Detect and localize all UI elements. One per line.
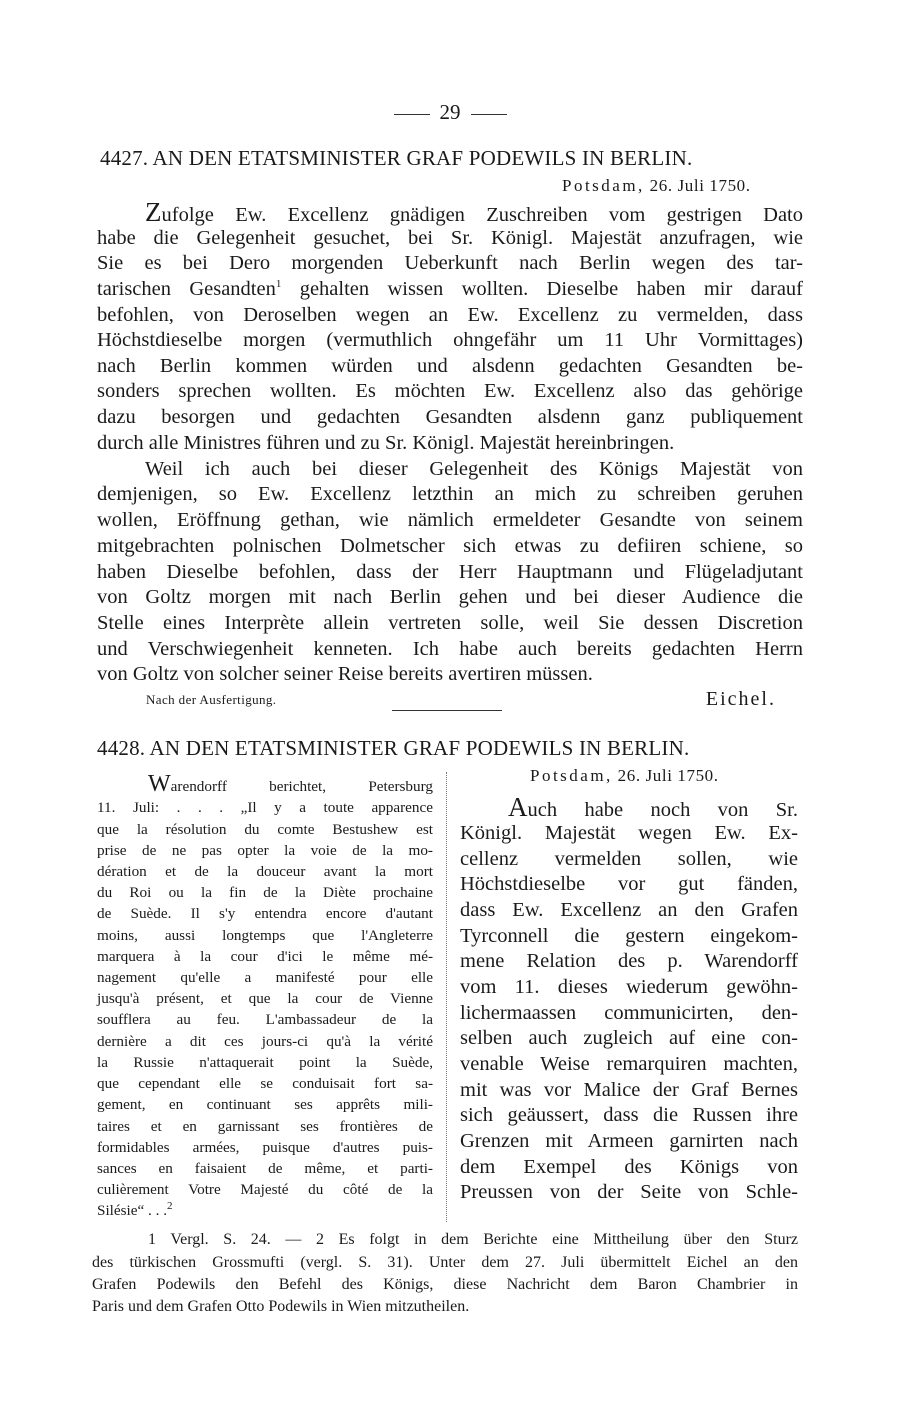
- line-text: tarischen Gesandten: [97, 278, 276, 300]
- line-text: arendorff berichtet, Petersburg: [170, 778, 433, 795]
- footnote-line-3: Grafen Podewils den Befehl des Königs, diese Nachricht dem Baron Chambrier in: [92, 1276, 798, 1293]
- column-separator: [446, 772, 447, 1222]
- page-number-text: 29: [439, 100, 461, 124]
- letter-4428-heading: 4428. AN DEN ETATSMINISTER GRAF PODEWILS IN BERLIN.: [97, 736, 690, 760]
- letter-4427-line-8: sonders sprechen wollten. Es möchten Ew. Excellenz also das gehörige: [97, 380, 803, 402]
- line-text: gehalten wissen wollten. Dieselbe haben mir darauf: [281, 278, 803, 300]
- drop-letter: W: [148, 771, 171, 797]
- excerpt-line-12: soufflera au feu. L'ambassadeur de la: [97, 1011, 433, 1028]
- body-line-10: selben auch zugleich auf eine con-: [460, 1027, 798, 1049]
- body-line-7: mene Relation des p. Warendorff: [460, 950, 798, 972]
- drop-letter: A: [508, 792, 528, 822]
- body-line-16: Preussen von der Seite von Schle-: [460, 1181, 798, 1203]
- excerpt-line-17: taires et en garnissant ses frontières de: [97, 1118, 433, 1135]
- letter-4428-date: 26. Juli 1750.: [617, 766, 719, 785]
- letter-4427-line-11: Weil ich auch bei dieser Gelegenheit des Königs Majestät von: [145, 458, 803, 480]
- body-line-2: Königl. Majestät wegen Ew. Ex-: [460, 822, 798, 844]
- letter-4427-line-12: demjenigen, so Ew. Excellenz letzthin an mich zu schreiben geruhen: [97, 483, 803, 505]
- letter-4427-date: 26. Juli 1750.: [649, 176, 751, 195]
- body-line-14: Grenzen mit Armeen garnirten nach: [460, 1130, 798, 1152]
- body-line-5: dass Ew. Excellenz an den Grafen: [460, 899, 798, 921]
- body-line-1: [508, 794, 798, 820]
- footnote-mark: 1: [275, 278, 282, 291]
- excerpt-line-20: culièrement Votre Majesté du côté de la: [97, 1181, 433, 1198]
- body-line-9: lichermaassen communicirten, den-: [460, 1002, 798, 1024]
- section-divider: [392, 710, 502, 711]
- body-line-15: dem Exempel des Königs von: [460, 1156, 798, 1178]
- excerpt-line-16: gement, en continuant ses apprêts mili-: [97, 1096, 433, 1113]
- drop-letter: Z: [145, 197, 162, 227]
- excerpt-line-4: prise de ne pas opter la voie de la mo-: [97, 842, 433, 859]
- letter-4427-line-17: Stelle eines Interprète allein vertreten solle, weil Sie dessen Discretion: [97, 612, 803, 634]
- body-line-12: mit was vor Malice der Graf Bernes: [460, 1079, 798, 1101]
- source-note: Nach der Ausfertigung.: [146, 692, 277, 707]
- footnote-line-1: 1 Vergl. S. 24. — 2 Es folgt in dem Berichte eine Mittheilung über den Sturz: [148, 1231, 798, 1248]
- excerpt-line-14: la Russie n'attaquerait point la Suède,: [97, 1054, 433, 1071]
- letter-4428-place: Potsdam,: [530, 766, 613, 785]
- letter-4427-line-14: mitgebrachten polnischen Dolmetscher sich etwas zu defiiren schiene, so: [97, 535, 803, 557]
- letter-4427-heading: 4427. AN DEN ETATSMINISTER GRAF PODEWILS IN BERLIN.: [100, 146, 693, 170]
- excerpt-line-9: marquera à la cour d'ici le même mé-: [97, 948, 433, 965]
- letter-4427-line-16: von Goltz morgen mit nach Berlin gehen und bei dieser Audience die: [97, 586, 803, 608]
- letter-4427-line-1: [145, 199, 803, 225]
- body-line-11: venable Weise remarquiren machten,: [460, 1053, 798, 1075]
- letter-4427-line-6: Höchstdieselbe morgen (vermuthlich ohngefähr um 11 Uhr Vormittages): [97, 329, 803, 351]
- excerpt-line-19: sances en faisaient de même, et parti-: [97, 1160, 433, 1177]
- excerpt-line-3: que la résolution du comte Bestushew est: [97, 821, 433, 838]
- letter-4427-line-5: befohlen, von Deroselben wegen an Ew. Excellenz zu vermelden, dass: [97, 304, 803, 326]
- letter-4427-line-9: dazu besorgen und gedachten Gesandten alsdenn ganz publiquement: [97, 406, 803, 428]
- excerpt-line-2: 11. Juli: . . . „Il y a toute apparence: [97, 799, 433, 816]
- excerpt-line-6: du Roi ou la fin de la Diète prochaine: [97, 884, 433, 901]
- body-line-3: cellenz vermelden sollen, wie: [460, 848, 798, 870]
- excerpt-line-10: nagement qu'elle a manifesté pour elle: [97, 969, 433, 986]
- footnote-line-4: Paris und dem Grafen Otto Podewils in Wien mitzutheilen.: [92, 1298, 470, 1315]
- letter-4427-line-4: [97, 276, 803, 302]
- body-line-13: sich geäussert, dass die Russen ihre: [460, 1104, 798, 1126]
- excerpt-line-18: formidables armées, puisque d'autres puis-: [97, 1139, 433, 1156]
- letter-4427-place: Potsdam,: [562, 176, 645, 195]
- body-line-6: Tyrconnell die gestern eingekom-: [460, 925, 798, 947]
- body-line-8: vom 11. dieses wiederum gewöhn-: [460, 976, 798, 998]
- excerpt-line-13: dernière a dit ces jours-ci qu'à la vérité: [97, 1033, 433, 1050]
- line-text: ufolge Ew. Excellenz gnädigen Zuschreiben vom gestrigen Dato: [161, 204, 803, 226]
- letter-4428-dateline: [530, 766, 719, 786]
- letter-4427-line-18: und Verschwiegenheit kenneten. Ich habe auch bereits gedachten Herrn: [97, 638, 803, 660]
- excerpt-line-15: que cependant elle se conduisait fort sa-: [97, 1075, 433, 1092]
- letter-4427-line-19: von Goltz von solcher seiner Reise bereits avertiren müssen.: [97, 663, 593, 685]
- footnote-mark: 2: [167, 1199, 173, 1212]
- line-text: Silésie“ . . .: [97, 1202, 168, 1219]
- letter-4427-line-3: Sie es bei Dero morgenden Ueberkunft nach Berlin wegen des tar-: [97, 252, 803, 274]
- body-line-4: Höchstdieselbe vor gut fänden,: [460, 873, 798, 895]
- excerpt-line-1: [148, 771, 433, 797]
- excerpt-line-21: [97, 1200, 433, 1221]
- line-text: uch habe noch von Sr.: [527, 799, 798, 821]
- excerpt-line-11: jusqu'à présent, et que la cour de Vienne: [97, 990, 433, 1007]
- excerpt-line-5: dération et de la douceur avant la mort: [97, 863, 433, 880]
- letter-4427-line-10: durch alle Ministres führen und zu Sr. Königl. Majestät hereinbringen.: [97, 432, 675, 454]
- letter-4427-line-7: nach Berlin kommen würden und alsdenn gedachten Gesandten be-: [97, 355, 803, 377]
- signature: Eichel.: [705, 688, 776, 710]
- excerpt-line-8: moins, aussi longtemps que l'Angleterre: [97, 927, 433, 944]
- letter-4427-line-2: habe die Gelegenheit gesuchet, bei Sr. Königl. Majestät anzufragen, wie: [97, 227, 803, 249]
- footnote-line-2: des türkischen Grossmufti (vergl. S. 31). Unter dem 27. Juli übermittelt Eichel an den: [92, 1254, 798, 1271]
- page-number-dash-left: [394, 114, 430, 115]
- letter-4427-dateline: [562, 176, 751, 196]
- page-number-dash-right: [471, 114, 507, 115]
- page-number: [0, 100, 900, 125]
- excerpt-line-7: de Suède. Il s'y entendra encore d'autant: [97, 905, 433, 922]
- letter-4427-line-15: haben Dieselbe befohlen, dass der Herr Hauptmann und Flügeladjutant: [97, 561, 803, 583]
- letter-4427-line-13: wollen, Eröffnung gethan, wie nämlich ermeldeter Gesandte von seinem: [97, 509, 803, 531]
